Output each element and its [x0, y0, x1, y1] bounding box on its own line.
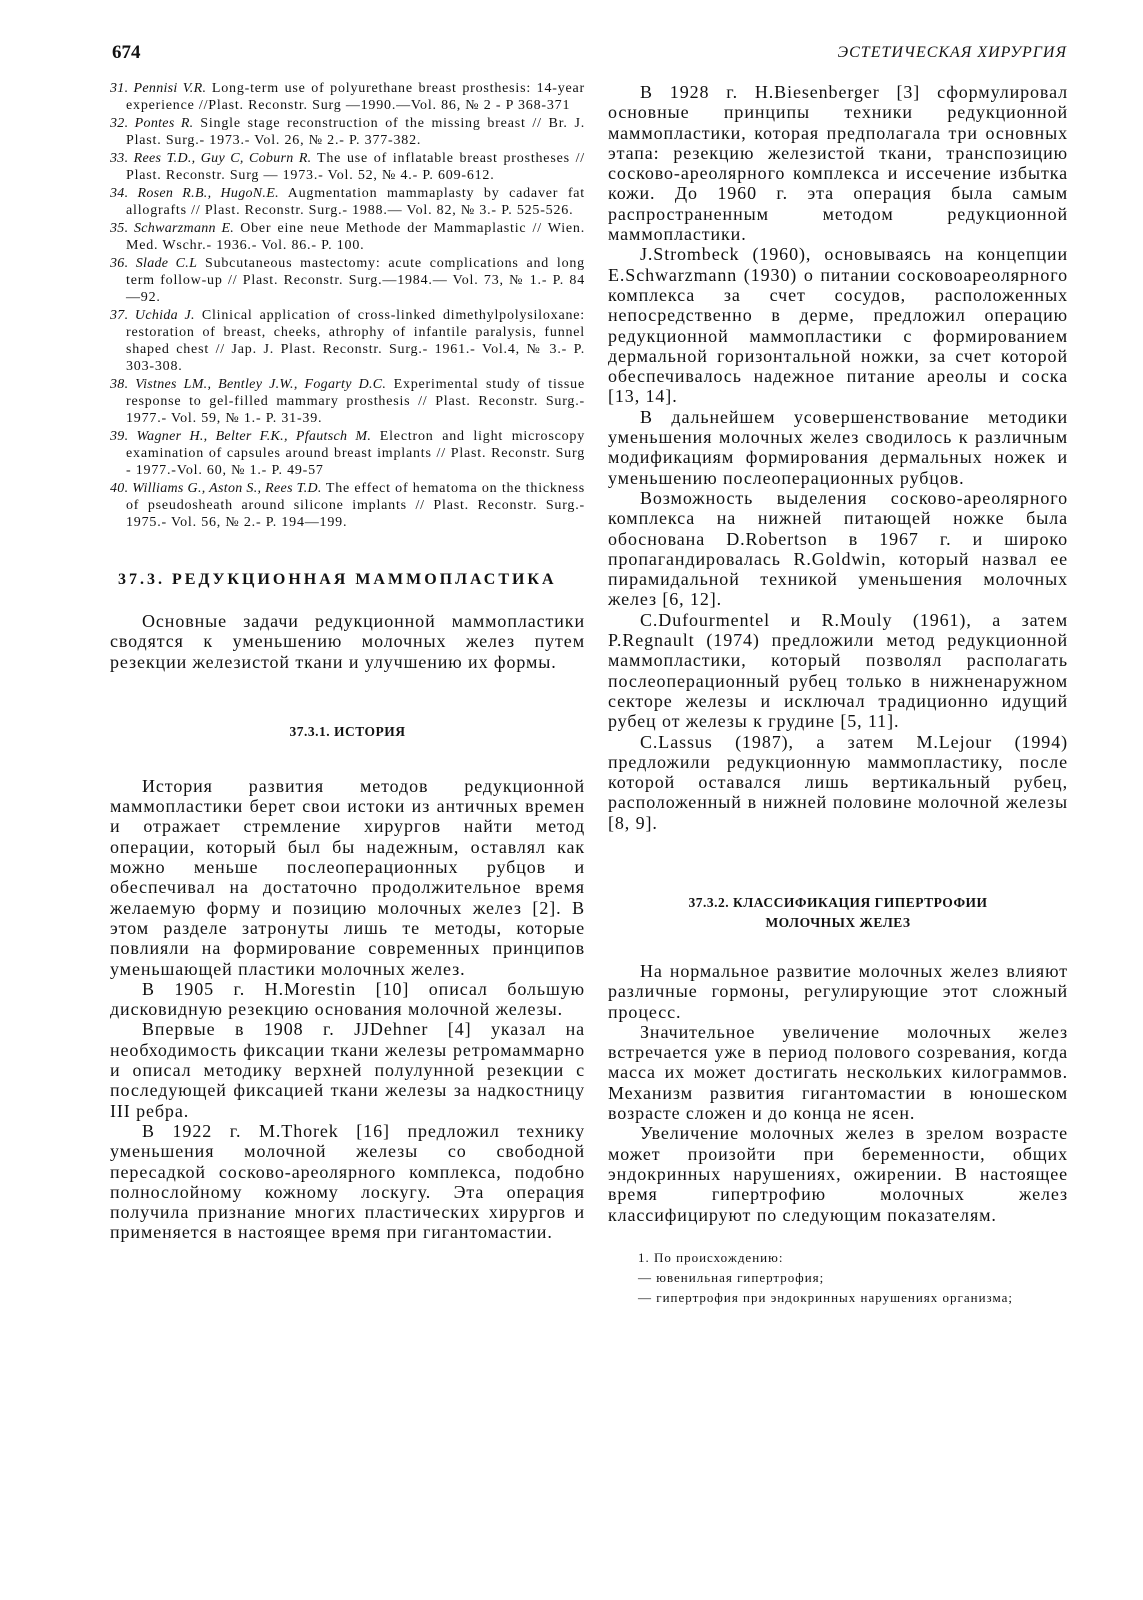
reference-item: 36. Slade C.L Subcutaneous mastectomy: acute complications and long term follow-up // Plast. Reconstr. Surg.—1984.— Vol. 73, № 1.- P. 84—92.	[110, 256, 585, 305]
history-heading: 37.3.1. ИСТОРИЯ	[289, 723, 406, 739]
list-item: — ювенильная гипертрофия;	[638, 1269, 825, 1285]
list-item: — гипертрофия при эндокринных нарушениях организма;	[638, 1289, 1013, 1305]
reference-list	[110, 80, 585, 531]
history-paragraph: История развития методов редукционной маммопластики берет свои истоки из античных времен и отражает стремление хирургов найти метод операции, который был бы надежным, оставлял как можно меньше послеоперационных рубцов и обеспечивал на достаточно продолжительное время желаемую форму и позицию молочных желез [2]. В этом разделе затронуты лишь те методы, которые повлияли на формирование современных принципов уменьшающей пластики молочных желез.	[110, 775, 585, 979]
reference-item: 38. Vistnes LM., Bentley J.W., Fogarty D.C. Experimental study of tissue response to gel-filled mammary prosthesis // Plast. Reconstr. Surg.- 1977.- Vol. 59, № 1.- P. 31-39.	[110, 377, 585, 426]
history-paragraph: C.Dufourmentel и R.Mouly (1961), а затем P.Regnault (1974) предложили метод редукционной маммопластики, который позволял располагать послеоперационный рубец только в нижненаружном секторе железы и исключал традиционно идущий рубец от железы к грудине [5, 11].	[608, 609, 1068, 732]
history-paragraph: C.Lassus (1987), а затем M.Lejour (1994) предложили редукционную маммопластику, после которой оставался лишь вертикальный рубец, расположенный в нижней половине молочной железы [8, 9].	[608, 731, 1068, 833]
reference-item: 34. Rosen R.B., HugoN.E. Augmentation mammaplasty by cadaver fat allografts // Plast. Reconstr. Surg.- 1988.— Vol. 82, № 3.- P. 525-526.	[110, 186, 585, 218]
classification-paragraph: Значительное увеличение молочных желез встречается уже в период полового созревания, когда масса их может достигать нескольких килограммов. Механизм развития гигантомастии в юношеском возрасте сложен и до конца не ясен.	[608, 1021, 1068, 1124]
reference-item: 35. Schwarzmann E. Ober eine neue Methode der Mammaplastic // Wien. Med. Wschr.- 1936.- Vol. 86.- P. 100.	[110, 221, 586, 253]
running-head: ЭСТЕТИЧЕСКАЯ ХИРУРГИЯ	[837, 44, 1067, 61]
history-paragraph: В 1922 г. M.Thorek [16] предложил технику уменьшения молочной железы со свободной пересадкой сосково-ареолярного комплекса, подобно полнослойному кожному лоскугу. Эта операция получила признание многих пластических хирургов и применяется в настоящее время при гигантомастии.	[110, 1120, 585, 1243]
reference-item: 31. Pennisi V.R. Long-term use of polyurethane breast prosthesis: 14-year experience //Plast. Reconstr. Surg —1990.—Vol. 86, № 2 - P 368-371	[110, 81, 585, 113]
history-paragraph: J.Strombeck (1960), основываясь на концепции E.Schwarzmann (1930) о питании сосковоареолярного комплекса за счет сосудов, расположенных непосредственно в дерме, предложил операцию редукционной маммопластики с формированием дермальной горизонтальной ножки, за счет которой обеспечивалось надежное питание ареолы и соска [13, 14].	[608, 244, 1068, 407]
left-column	[110, 80, 585, 1243]
reference-item: 39. Wagner H., Belter F.K., Pfautsch M. Electron and light microscopy examination of capsules around breast implants // Plast. Reconstr. Surg - 1977.-Vol. 60, № 1.- P. 49-57	[110, 429, 586, 478]
classification-heading-line: МОЛОЧНЫХ ЖЕЛЕЗ	[765, 914, 911, 930]
right-column	[608, 80, 1068, 1309]
history-paragraph: Возможность выделения сосково-ареолярного комплекса на нижней питающей ножке была обоснована D.Robertson в 1967 г. и широко пропагандировалась R.Goldwin, который назвал ее пирамидальной техникой уменьшения молочных желез [6, 12].	[608, 487, 1068, 610]
classification-heading-line: 37.3.2. КЛАССИФИКАЦИЯ ГИПЕРТРОФИИ	[688, 894, 988, 910]
history-paragraph: Впервые в 1908 г. JJDehner [4] указал на необходимость фиксации ткани железы ретромаммарно и описал методику верхней полулунной резекции с последующей фиксацией ткани железы за надкостницу III ребра.	[110, 1019, 585, 1121]
history-paragraph: В 1905 г. H.Morestin [10] описал большую дисковидную резекцию основания молочной железы.	[110, 978, 585, 1020]
reference-item: 33. Rees T.D., Guy C, Coburn R. The use of inflatable breast prostheses // Plast. Reconstr. Surg — 1973.- Vol. 52, № 4.- P. 609-612.	[110, 151, 585, 183]
reference-item: 40. Williams G., Aston S., Rees T.D. The effect of hematoma on the thickness of pseudosheath around silicone implants // Plast. Reconstr. Surg.- 1975.- Vol. 56, № 2.- P. 194—199.	[110, 481, 586, 530]
classification-heading	[608, 893, 1068, 933]
classification-paragraph: Увеличение молочных желез в зрелом возрасте может произойти при беременности, общих эндокринных нарушениях, ожирении. В настоящее время гипертрофию молочных желез классифицируют по следующим показателям.	[608, 1123, 1068, 1225]
reference-item: 37. Uchida J. Clinical application of cross-linked dimethylpolysiloxane: restoration of breast, cheeks, athrophy of infantile paralysis, funnel shaped chest // Jap. J. Plast. Reconstr. Surg.- 1961.- Vol.4, № 3.- P. 303-308.	[110, 308, 585, 374]
history-paragraph: В 1928 г. H.Biesenberger [3] сформулировал основные принципы техники редукционной маммопластики, которая предполагала три основных этапа: резекцию железистой ткани, транспозицию сосково-ареолярного комплекса и иссечение избытка кожи. До 1960 г. эта операция была самым распространенным методом редукционной маммопластики.	[608, 82, 1068, 245]
page-header	[112, 38, 1067, 68]
section-intro: Основные задачи редукционной маммопластики сводятся к уменьшению молочных желез путем резекции железистой ткани и улучшению их формы.	[110, 611, 585, 672]
reference-item: 32. Pontes R. Single stage reconstruction of the missing breast // Br. J. Plast. Surg.- 1973.- Vol. 26, № 2.- P. 377-382.	[110, 116, 586, 148]
page-number: 674	[112, 42, 141, 63]
classification-list	[608, 1249, 1068, 1307]
history-paragraph: В дальнейшем усовершенствование методики уменьшения молочных желез сводилось к различным модификациям формирования дермальных ножек и уменьшению послеоперационных рубцов.	[608, 406, 1068, 488]
classification-paragraph: На нормальное развитие молочных желез влияют различные гормоны, регулирующие этот сложный процесс.	[608, 960, 1068, 1022]
section-title: 37.3. РЕДУКЦИОННАЯ МАММОПЛАСТИКА	[118, 571, 557, 588]
list-item: 1. По происхождению:	[638, 1249, 784, 1265]
